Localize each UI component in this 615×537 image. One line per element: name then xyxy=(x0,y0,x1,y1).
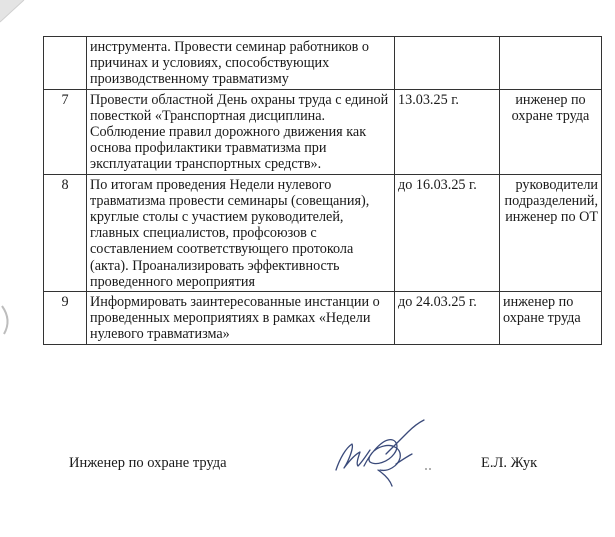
row-action: Провести областной День охраны труда с единой повесткой «Транспортная дисциплина. Соблюдение правил дорожного движения как основа профилактики травматизма при эксплуатации транспортных средств». xyxy=(87,89,395,174)
row-number xyxy=(44,37,87,90)
row-date: до 24.03.25 г. xyxy=(395,292,500,345)
signer-name: Е.Л. Жук xyxy=(481,455,538,471)
action-plan-table xyxy=(43,36,602,345)
row-action: инструмента. Провести семинар работников о причинах и условиях, способствующих производственному травматизму xyxy=(87,37,395,90)
row-action: Информировать заинтересованные инстанции о проведенных мероприятиях в рамках «Недели нулевого травматизма» xyxy=(87,292,395,345)
ink-dot xyxy=(424,467,432,471)
table-row xyxy=(44,292,602,345)
handwritten-signature xyxy=(330,418,430,488)
row-number: 8 xyxy=(44,174,87,291)
row-responsible xyxy=(500,37,602,90)
signature-block xyxy=(0,455,615,485)
table-row xyxy=(44,37,602,90)
row-number: 7 xyxy=(44,89,87,174)
table-row xyxy=(44,89,602,174)
table-row xyxy=(44,174,602,291)
signer-position: Инженер по охране труда xyxy=(69,455,227,471)
scan-edge-mark xyxy=(0,300,20,340)
scan-fold-corner xyxy=(0,0,30,30)
row-date: 13.03.25 г. xyxy=(395,89,500,174)
row-responsible: руководители подразделений, инженер по ОТ xyxy=(500,174,602,291)
row-date xyxy=(395,37,500,90)
row-responsible: инженер по охране труда xyxy=(500,89,602,174)
row-action: По итогам проведения Недели нулевого травматизма провести семинары (совещания), круглые столы с участием руководителей, главных специалистов, профсоюзов с составлением соответствующего протокола (акта). Проанализировать эффективность проведенного мероприятия xyxy=(87,174,395,291)
row-responsible: инженер по охране труда xyxy=(500,292,602,345)
row-number: 9 xyxy=(44,292,87,345)
row-date: до 16.03.25 г. xyxy=(395,174,500,291)
